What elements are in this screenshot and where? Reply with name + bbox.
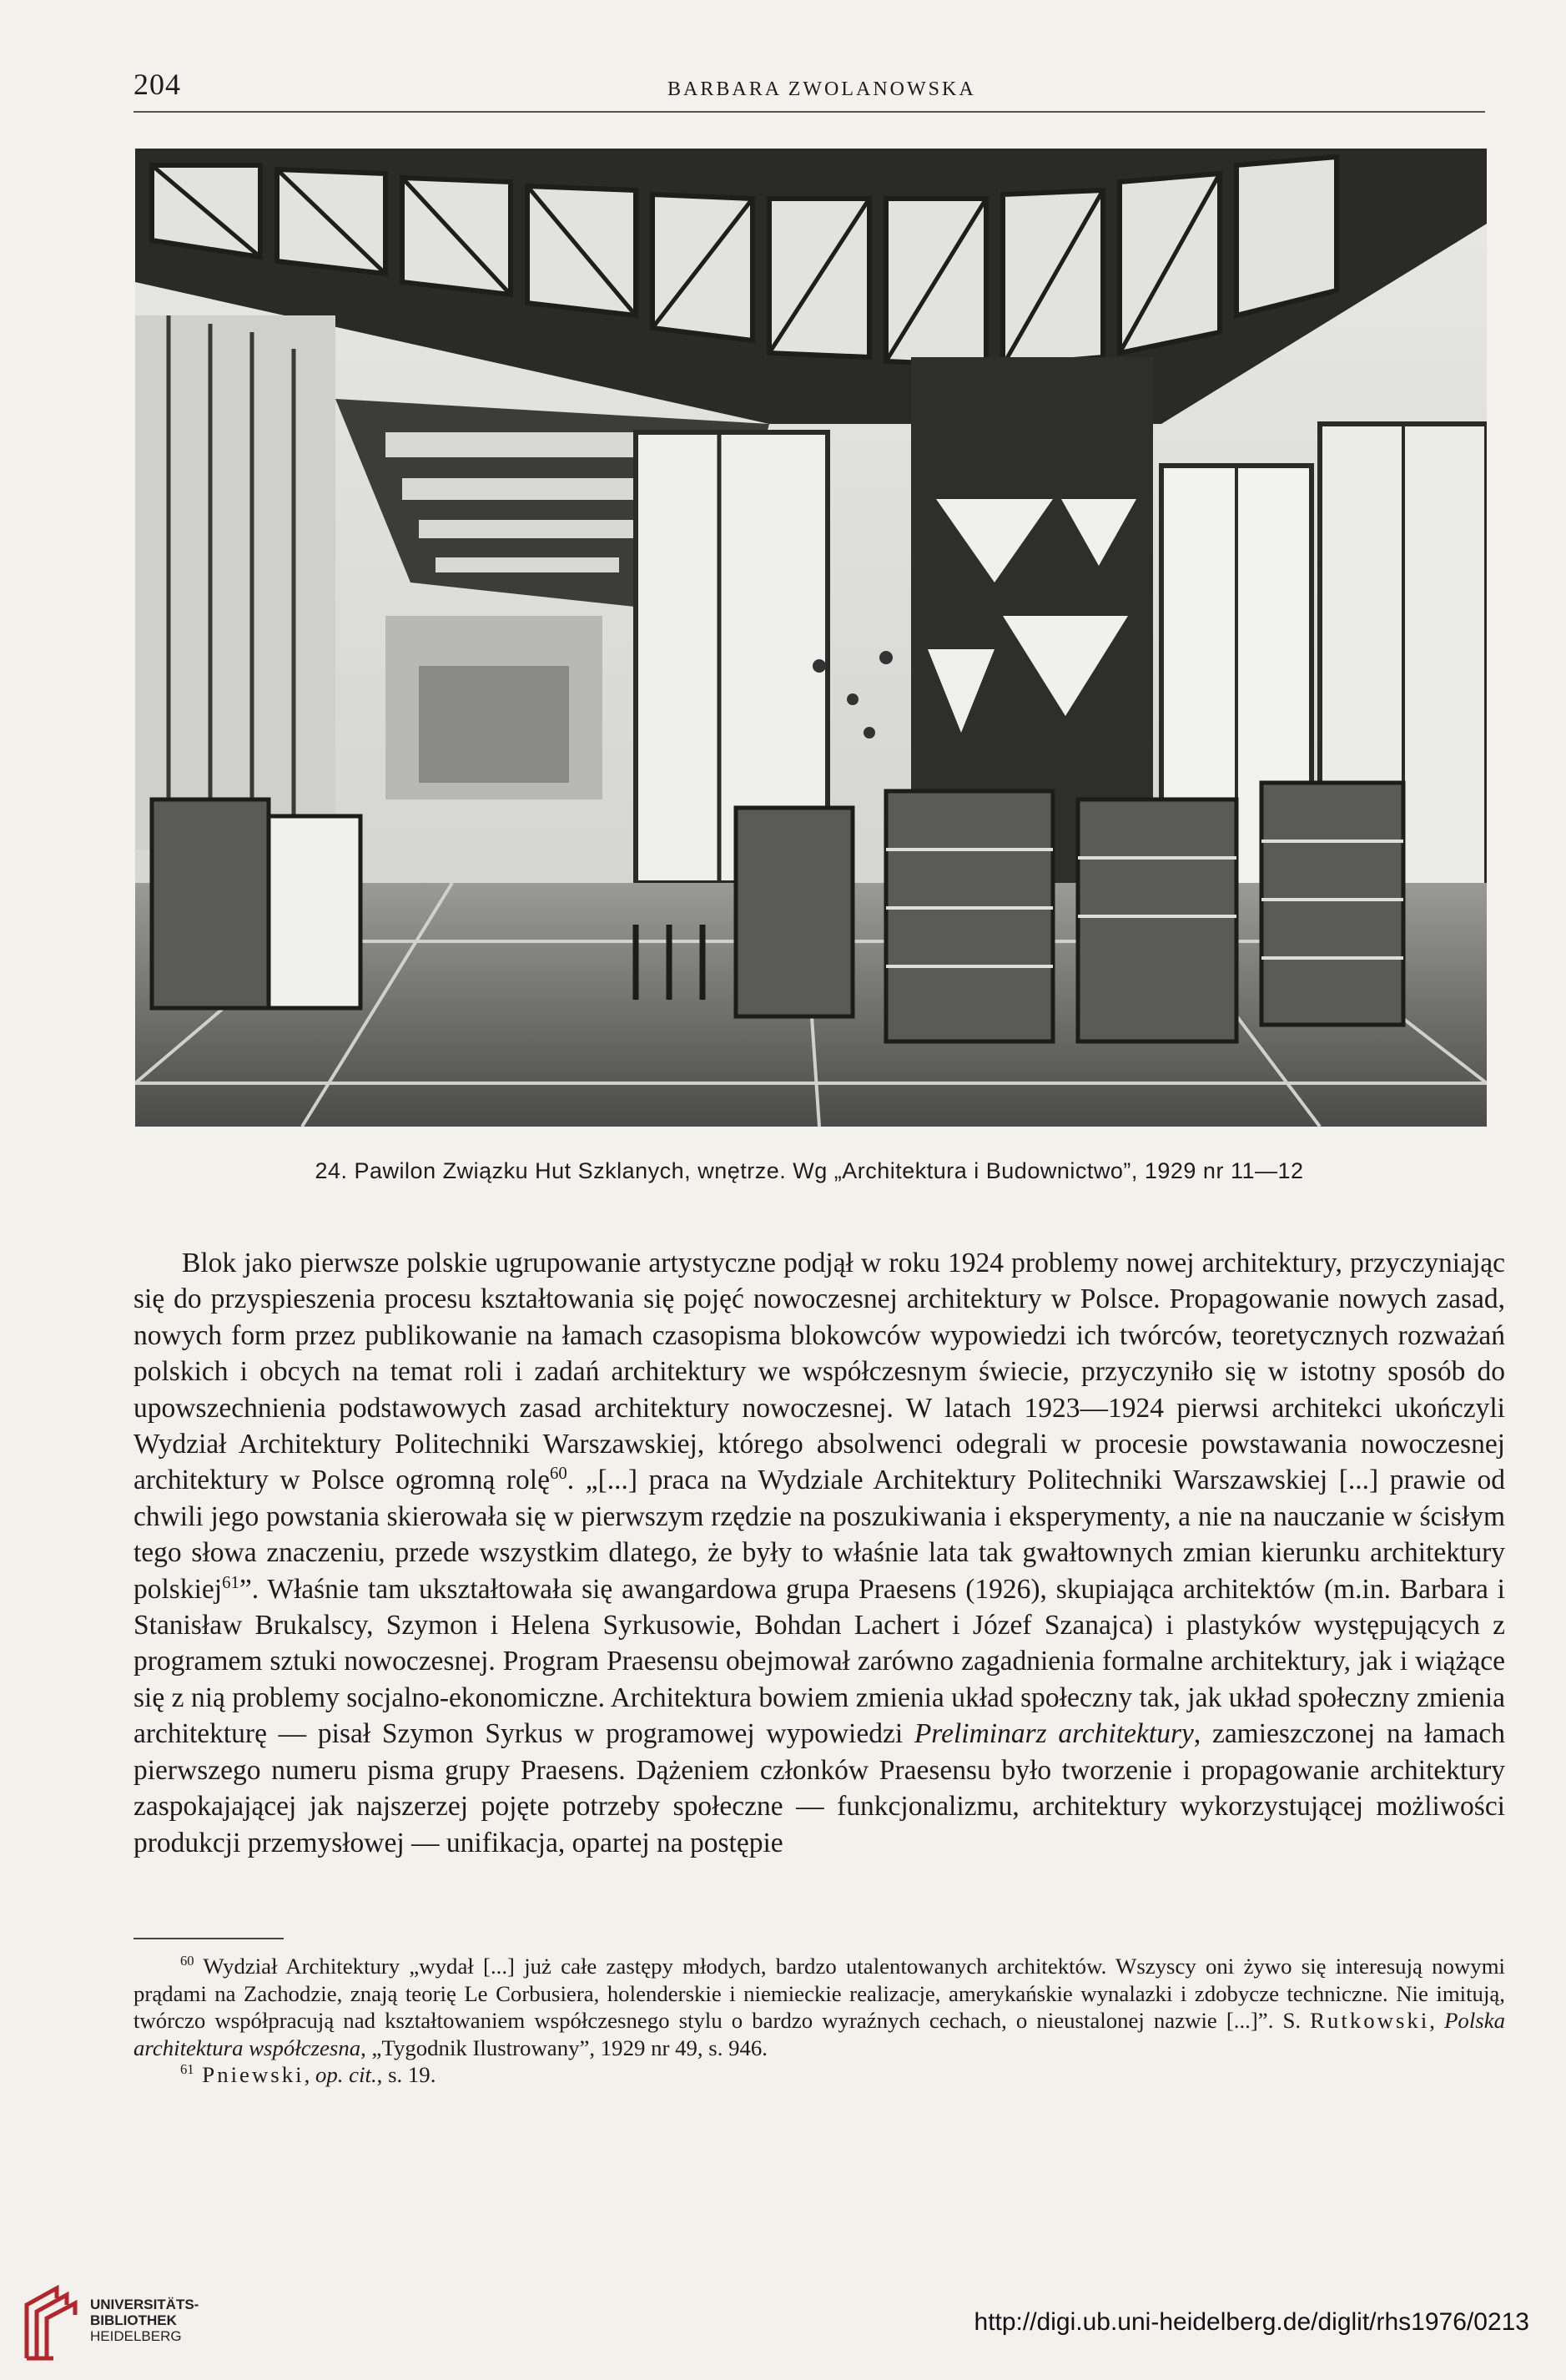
footnote-number: 61 xyxy=(180,2061,194,2078)
footnote-text: , xyxy=(1429,2008,1445,2033)
library-footer xyxy=(0,2267,1566,2380)
footnote-text: , xyxy=(304,2062,315,2087)
pavilion-interior-photo xyxy=(135,149,1487,1127)
body-text xyxy=(133,1245,1505,1861)
footnote-title: Polska architektura współczesna xyxy=(133,2008,1505,2060)
figure-caption: 24. Pawilon Związku Hut Szklanych, wnętrze. Wg „Architektura i Budownictwo”, 1929 nr 11—12 xyxy=(315,1158,1304,1183)
footnote-author: Pniewski xyxy=(194,2062,305,2087)
work-title: Preliminarz architektury xyxy=(914,1718,1194,1750)
footnote-rule xyxy=(133,1938,284,1939)
library-name-line: UNIVERSITÄTS- xyxy=(90,2297,199,2312)
library-logo-icon xyxy=(20,2282,80,2365)
body-paragraph xyxy=(133,1245,1505,1861)
footnote-text: , „Tygodnik Ilustrowany”, 1929 nr 49, s. 946. xyxy=(360,2035,768,2060)
footnotes xyxy=(133,1953,1505,2089)
source-url-link[interactable]: http://digi.ub.uni-heidelberg.de/diglit/rhs1976/0213 xyxy=(974,2308,1529,2336)
figure-photograph xyxy=(135,149,1487,1127)
footnote-text: Wydział Architektury „wydał [...] już całe zastępy młodych, bardzo utalentowanych architektów. Wszyscy oni żywo się interesują nowymi prądami na Zachodzie, znają teorię Le Corbusiera, holenderskie i niemieckie realizacje, amerykańskie wynalazki i zdobycze techniczne. Nie imitują, twórczo współpracują nad kształtowaniem współczesnego stylu o bardzo wyraźnych cechach, o nieustalonej nazwie [...]”. S. xyxy=(133,1954,1505,2033)
footnote-number: 60 xyxy=(180,1953,194,1969)
running-head: BARBARA ZWOLANOWSKA xyxy=(667,78,976,100)
library-name-line: HEIDELBERG xyxy=(90,2328,182,2344)
body-text-part: Blok jako pierwsze polskie ugrupowanie artystyczne podjął w roku 1924 problemy nowej architektury, przyczyniając się do przyspieszenia procesu kształtowania się pojęć nowoczesnej architektury w Polsce. Propagowanie nowych zasad, nowych form przez publikowanie na łamach czasopisma blokowców wypowiedzi ich twórców, teoretycznych rozważań polskich i obcych na temat roli i zadań architektury we współczesnym świecie, przyczyniło się w istotny sposób do upowszechnienia podstawowych zasad architektury nowoczesnej. W latach 1923—1924 pierwsi architekci ukończyli Wydział Architektury Politechniki Warszawskiej, którego absolwenci odegrali w procesie powstawania nowoczesnej architektury w Polsce ogromną rolę xyxy=(133,1248,1505,1496)
body-text-part: , zamieszczonej na łamach pierwszego numeru pisma grupy Praesens. Dążeniem członków Praesensu było tworzenie i propagowanie architektury zaspokajającej jak najszerzej pojęte potrzeby społeczne — funkcjonalizmu, architektury wykorzystującej możliwości produkcji przemysłowej — unifikacja, opartej na postępie xyxy=(133,1718,1505,1858)
footnote-text: , s. 19. xyxy=(376,2062,436,2087)
footnote-61 xyxy=(133,2061,1505,2089)
library-name-line: BIBLIOTHEK xyxy=(90,2312,177,2328)
body-text-part: ”. Właśnie tam ukształtowała się awangardowa grupa Praesens (1926), skupiająca architektów (m.in. Barbara i Stanisław Brukalscy, Szymon i Helena Syrkusowie, Bohdan Lachert i Józef Szanajca) i plastyków występujących z programem sztuki nowoczesnej. Program Praesensu obejmował zarówno zagadnienia formalne architektury, jak i wiążące się z nią problemy socjalno-ekonomiczne. Architektura bowiem zmienia układ społeczny tak, jak układ społeczny zmienia architekturę — pisał Szymon Syrkus w programowej wypowiedzi xyxy=(133,1573,1505,1750)
footnote-ref-60: 60 xyxy=(549,1464,567,1484)
page-number: 204 xyxy=(133,68,181,101)
footnote-author: Rutkowski xyxy=(1310,2008,1430,2033)
header-rule xyxy=(133,111,1485,113)
body-text-part: . „[...] praca na Wydziale Architektury Politechniki Warszawskiej [...] prawie od chwili jego powstania skierowała się w pierwszym rzędzie na poszukiwania i eksperymenty, a nie na nauczanie w ścisłym tego słowa znaczeniu, przede wszystkim dlatego, że były to właśnie lata tak gwałtownych zmian kierunku architektury polskiej xyxy=(133,1465,1505,1605)
footnote-ref-61: 61 xyxy=(222,1572,239,1592)
footnote-60 xyxy=(133,1953,1505,2061)
library-name xyxy=(90,2297,199,2344)
footnote-title: op. cit. xyxy=(315,2062,377,2087)
